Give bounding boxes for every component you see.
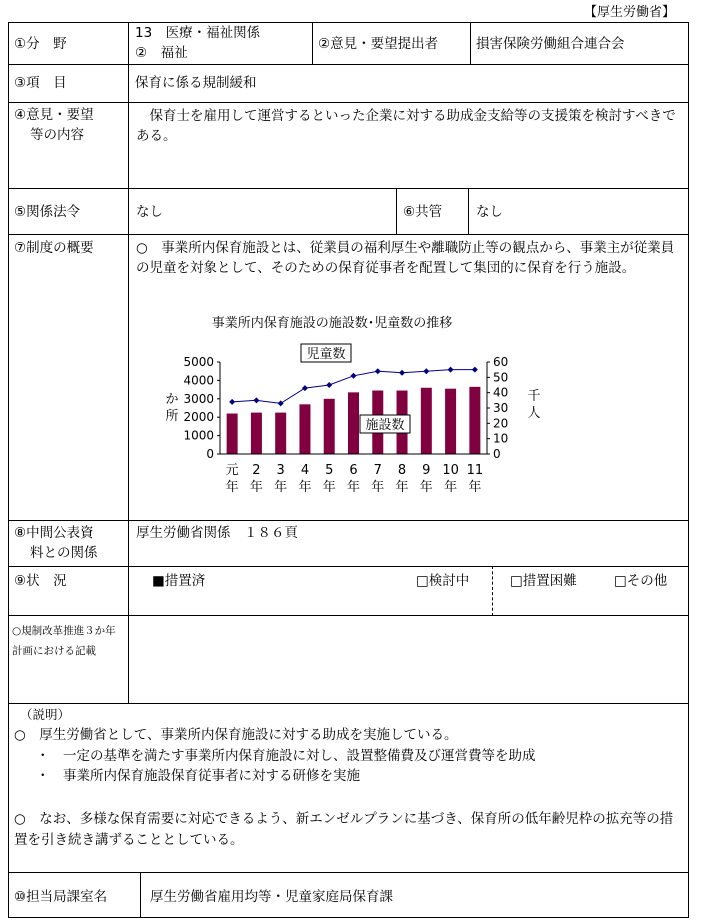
submitter-value: 損害保険労働組合連合会: [476, 36, 625, 52]
right-axis-unit: 人: [527, 406, 541, 421]
right-tick-label: 30: [493, 401, 509, 415]
right-tick-label: 50: [493, 370, 509, 385]
request-label-line1: ④意見・要望: [14, 107, 94, 123]
children-point: [399, 370, 405, 376]
interim-label-line1: ⑧中間公表資: [14, 525, 94, 541]
dept-value: 厚生労働省雇用均等・児童家庭局保育課: [150, 889, 393, 905]
column-divider: [312, 22, 313, 65]
children-point: [472, 367, 478, 373]
status-divider: [492, 566, 493, 616]
children-point: [375, 368, 381, 374]
column-divider: [468, 188, 469, 235]
explanation-bullet-1: ・ 一定の基準を満たす事業所内保育施設に対し、設置整備費及び運営費等を助成: [36, 748, 536, 764]
right-tick-label: 40: [493, 385, 509, 400]
facility-bar: [445, 389, 456, 454]
x-tick-label: 3: [276, 463, 285, 478]
x-tick-label: 年: [274, 480, 288, 495]
x-tick-label: 2: [252, 463, 261, 478]
interim-value: 厚生労働省関係 １８６頁: [136, 525, 298, 541]
plan-label-line2: 計画における記載: [12, 645, 96, 657]
children-point: [423, 368, 429, 374]
facility-bar: [275, 413, 286, 454]
status-other-checkbox[interactable]: □その他: [614, 573, 668, 589]
column-divider: [396, 188, 397, 235]
row-divider: [8, 234, 689, 235]
joint-label: ⑥共管: [403, 204, 443, 220]
x-tick-label: 5: [325, 463, 334, 478]
x-tick-label: 6: [349, 463, 358, 478]
x-tick-label: 年: [322, 480, 336, 495]
children-point: [229, 399, 235, 405]
children-point: [302, 385, 308, 391]
children-point: [351, 373, 357, 379]
left-axis-unit: 所: [165, 409, 179, 424]
x-tick-label: 年: [249, 480, 263, 495]
children-point: [448, 367, 454, 373]
right-axis-unit: 千: [527, 389, 541, 404]
chart-title: 事業所内保育施設の施設数･児童数の推移: [211, 316, 453, 331]
plan-label-line1: ○規制改革推進３か年: [12, 625, 116, 637]
submitter-label: ②意見・要望提出者: [318, 36, 439, 52]
status-done-checkbox[interactable]: ■措置済: [152, 573, 206, 589]
facility-bar: [299, 404, 310, 454]
left-tick-label: 5000: [183, 355, 214, 369]
facility-series-label: 施設数: [365, 418, 405, 433]
column-divider: [140, 872, 141, 918]
facility-bar: [227, 414, 238, 454]
row-divider: [8, 520, 689, 521]
row-divider: [8, 872, 689, 873]
x-tick-label: 4: [300, 463, 310, 478]
request-text: 保育士を雇用して運営するといった企業に対する助成金支給等の支援策を検討すべきである。: [136, 108, 676, 144]
laws-label: ⑤関係法令: [14, 204, 81, 220]
x-tick-label: 年: [468, 480, 482, 495]
children-point: [278, 400, 284, 406]
status-difficult-checkbox[interactable]: □措置困難: [510, 573, 577, 589]
row-divider: [8, 64, 689, 65]
facility-chart: [160, 308, 560, 513]
facility-bar: [251, 413, 262, 454]
explanation-bullet-2: ・ 事業所内保育施設保育従事者に対する研修を実施: [36, 768, 360, 784]
x-tick-label: 年: [346, 480, 361, 495]
right-tick-label: 0: [493, 447, 501, 461]
joint-value: なし: [476, 204, 503, 220]
request-label-line2: 等の内容: [30, 127, 84, 143]
explanation-paragraph-2: ○ なお、多様な保育需要に対応できるよう、新エンゼルプランに基づき、保育所の低年齢児枠の拡充等の措置を引き続き講ずることとしている。: [14, 811, 674, 848]
left-axis-unit: か: [165, 392, 179, 407]
left-tick-label: 0: [206, 447, 214, 461]
x-tick-label: 年: [395, 480, 409, 495]
right-tick-label: 10: [493, 431, 509, 446]
ministry-tag: 【厚生労働省】: [584, 5, 676, 20]
x-tick-label: 年: [371, 480, 385, 495]
row-divider: [8, 188, 689, 189]
field-value-line2: ② 福祉: [135, 45, 188, 61]
dept-label: ⑩担当局課室名: [14, 889, 108, 905]
explanation-paragraph-1: ○ 厚生労働省として、事業所内保育施設に対する助成を実施している。: [14, 727, 458, 743]
interim-label-line2: 料との関係: [30, 545, 98, 561]
left-tick-label: 1000: [183, 428, 214, 443]
x-tick-label: 11: [466, 463, 484, 478]
x-tick-label: 9: [422, 463, 431, 478]
right-tick-label: 20: [493, 416, 509, 431]
x-tick-label: 年: [298, 480, 312, 495]
row-divider: [8, 703, 689, 704]
children-series-label: 児童数: [306, 347, 346, 362]
item-label: ③項 目: [14, 75, 67, 91]
laws-value: なし: [136, 204, 163, 220]
status-considering-checkbox[interactable]: □検討中: [416, 573, 470, 589]
row-divider: [8, 102, 689, 103]
label-column-divider: [128, 22, 129, 704]
status-label: ⑨状 況: [14, 573, 67, 589]
facility-bar: [469, 387, 480, 454]
left-tick-label: 2000: [183, 410, 214, 425]
overview-label: ⑦制度の概要: [14, 240, 94, 256]
right-tick-label: 60: [493, 355, 509, 369]
facility-bar: [348, 392, 359, 454]
x-tick-label: 8: [397, 463, 407, 478]
field-label: ①分 野: [14, 36, 67, 52]
row-divider: [8, 615, 689, 616]
left-tick-label: 4000: [183, 373, 214, 388]
x-tick-label: 元: [225, 463, 239, 478]
left-tick-label: 3000: [183, 391, 214, 406]
x-tick-label: 10: [442, 463, 459, 478]
children-point: [253, 397, 259, 403]
field-value-line1: 13 医療・福祉関係: [135, 25, 261, 41]
explanation-heading: （説明）: [20, 707, 71, 722]
x-tick-label: 年: [419, 480, 433, 495]
column-divider: [470, 22, 471, 65]
x-tick-label: 年: [225, 480, 239, 495]
facility-bar: [421, 388, 432, 454]
children-point: [326, 382, 332, 388]
item-value: 保育に係る規制緩和: [135, 75, 257, 91]
x-tick-label: 7: [373, 463, 382, 478]
row-divider: [8, 566, 689, 567]
facility-bar: [324, 399, 335, 454]
x-tick-label: 年: [444, 480, 458, 495]
overview-text: ○ 事業所内保育施設とは、従業員の福利厚生や離職防止等の観点から、事業主が従業員の児童を対象として、そのための保育従事者を配置して集団的に保育を行う施設。: [136, 240, 675, 276]
